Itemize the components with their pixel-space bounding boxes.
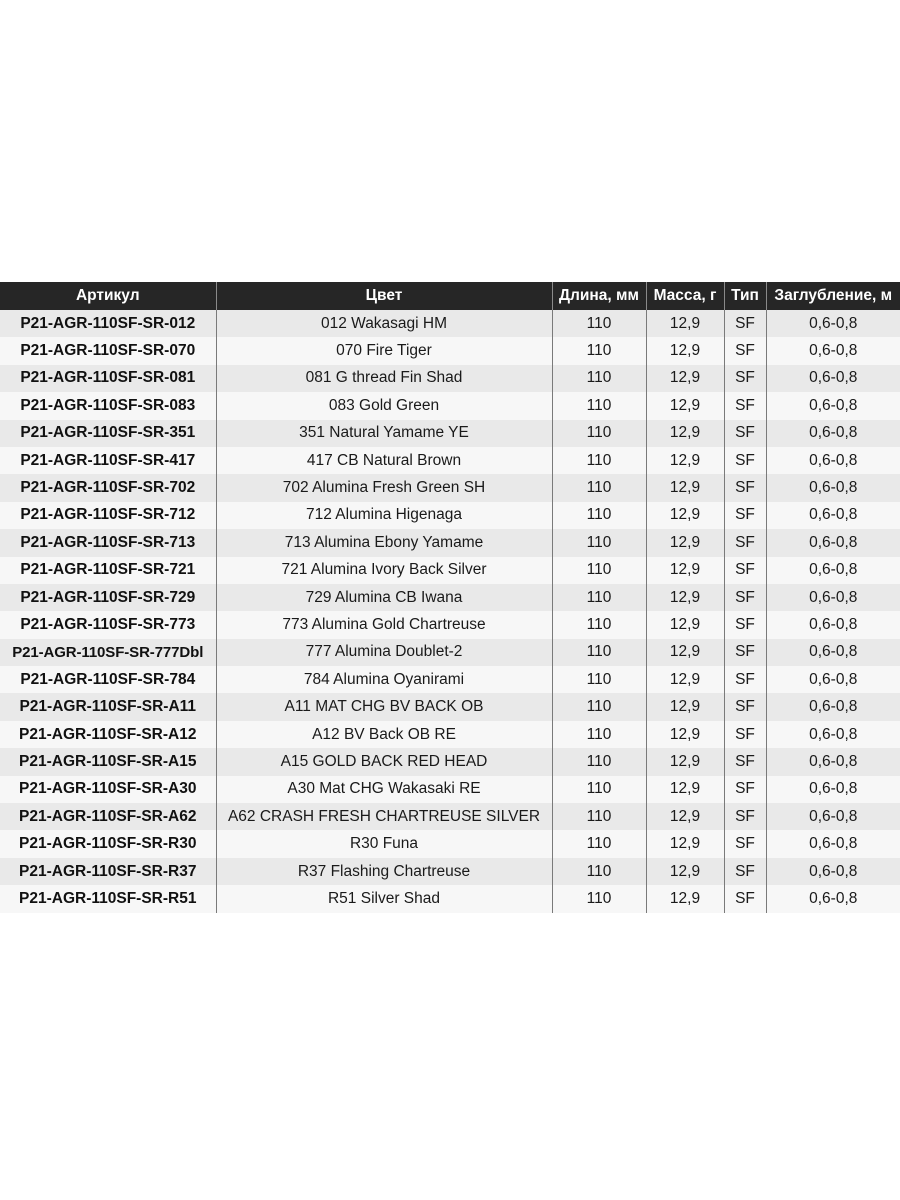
mass-cell: 12,9 [646, 392, 724, 419]
table-row [0, 721, 900, 748]
type-cell: SF [724, 420, 766, 447]
depth-cell: 0,6-0,8 [766, 830, 900, 857]
table-row [0, 885, 900, 912]
depth-cell: 0,6-0,8 [766, 310, 900, 337]
length-cell: 110 [552, 776, 646, 803]
length-cell: 110 [552, 529, 646, 556]
sku-cell: P21-AGR-110SF-SR-729 [0, 584, 216, 611]
table-row [0, 776, 900, 803]
type-cell: SF [724, 529, 766, 556]
depth-cell: 0,6-0,8 [766, 858, 900, 885]
color-cell: 712 Alumina Higenaga [216, 502, 552, 529]
column-header-length: Длина, мм [552, 282, 646, 310]
color-cell: R51 Silver Shad [216, 885, 552, 912]
depth-cell: 0,6-0,8 [766, 803, 900, 830]
mass-cell: 12,9 [646, 557, 724, 584]
color-cell: A62 CRASH FRESH CHARTREUSE SILVER [216, 803, 552, 830]
mass-cell: 12,9 [646, 721, 724, 748]
length-cell: 110 [552, 639, 646, 666]
depth-cell: 0,6-0,8 [766, 392, 900, 419]
color-cell: 713 Alumina Ebony Yamame [216, 529, 552, 556]
depth-cell: 0,6-0,8 [766, 639, 900, 666]
color-cell: 721 Alumina Ivory Back Silver [216, 557, 552, 584]
mass-cell: 12,9 [646, 830, 724, 857]
sku-cell: P21-AGR-110SF-SR-012 [0, 310, 216, 337]
type-cell: SF [724, 693, 766, 720]
table-header [0, 282, 900, 310]
type-cell: SF [724, 310, 766, 337]
color-cell: R37 Flashing Chartreuse [216, 858, 552, 885]
type-cell: SF [724, 392, 766, 419]
length-cell: 110 [552, 666, 646, 693]
column-header-mass: Масса, г [646, 282, 724, 310]
color-cell: 773 Alumina Gold Chartreuse [216, 611, 552, 638]
length-cell: 110 [552, 830, 646, 857]
mass-cell: 12,9 [646, 693, 724, 720]
color-cell: 083 Gold Green [216, 392, 552, 419]
mass-cell: 12,9 [646, 611, 724, 638]
mass-cell: 12,9 [646, 310, 724, 337]
mass-cell: 12,9 [646, 803, 724, 830]
mass-cell: 12,9 [646, 474, 724, 501]
mass-cell: 12,9 [646, 365, 724, 392]
table-row [0, 392, 900, 419]
sku-cell: P21-AGR-110SF-SR-784 [0, 666, 216, 693]
length-cell: 110 [552, 310, 646, 337]
color-cell: 081 G thread Fin Shad [216, 365, 552, 392]
length-cell: 110 [552, 693, 646, 720]
table-row [0, 420, 900, 447]
column-header-color: Цвет [216, 282, 552, 310]
table-row [0, 474, 900, 501]
sku-cell: P21-AGR-110SF-SR-R30 [0, 830, 216, 857]
mass-cell: 12,9 [646, 529, 724, 556]
length-cell: 110 [552, 365, 646, 392]
depth-cell: 0,6-0,8 [766, 666, 900, 693]
color-cell: 070 Fire Tiger [216, 337, 552, 364]
length-cell: 110 [552, 611, 646, 638]
color-cell: 417 CB Natural Brown [216, 447, 552, 474]
table-row [0, 666, 900, 693]
type-cell: SF [724, 639, 766, 666]
mass-cell: 12,9 [646, 337, 724, 364]
color-cell: A12 BV Back OB RE [216, 721, 552, 748]
mass-cell: 12,9 [646, 748, 724, 775]
sku-cell: P21-AGR-110SF-SR-A30 [0, 776, 216, 803]
table-body [0, 310, 900, 913]
table-row [0, 447, 900, 474]
table-row [0, 557, 900, 584]
color-cell: A11 MAT CHG BV BACK OB [216, 693, 552, 720]
length-cell: 110 [552, 858, 646, 885]
length-cell: 110 [552, 885, 646, 912]
depth-cell: 0,6-0,8 [766, 748, 900, 775]
color-cell: 351 Natural Yamame YE [216, 420, 552, 447]
type-cell: SF [724, 885, 766, 912]
sku-cell: P21-AGR-110SF-SR-R37 [0, 858, 216, 885]
sku-cell: P21-AGR-110SF-SR-083 [0, 392, 216, 419]
length-cell: 110 [552, 447, 646, 474]
length-cell: 110 [552, 474, 646, 501]
sku-cell: P21-AGR-110SF-SR-R51 [0, 885, 216, 912]
table-row [0, 502, 900, 529]
depth-cell: 0,6-0,8 [766, 420, 900, 447]
type-cell: SF [724, 447, 766, 474]
type-cell: SF [724, 776, 766, 803]
depth-cell: 0,6-0,8 [766, 529, 900, 556]
sku-cell: P21-AGR-110SF-SR-712 [0, 502, 216, 529]
color-cell: R30 Funa [216, 830, 552, 857]
type-cell: SF [724, 721, 766, 748]
mass-cell: 12,9 [646, 447, 724, 474]
mass-cell: 12,9 [646, 502, 724, 529]
type-cell: SF [724, 365, 766, 392]
column-header-depth: Заглубление, м [766, 282, 900, 310]
sku-cell: P21-AGR-110SF-SR-777Dbl [0, 639, 216, 666]
table-row [0, 365, 900, 392]
sku-cell: P21-AGR-110SF-SR-A62 [0, 803, 216, 830]
table-row [0, 611, 900, 638]
table-row [0, 529, 900, 556]
length-cell: 110 [552, 420, 646, 447]
sku-cell: P21-AGR-110SF-SR-417 [0, 447, 216, 474]
column-header-sku: Артикул [0, 282, 216, 310]
type-cell: SF [724, 557, 766, 584]
length-cell: 110 [552, 557, 646, 584]
table-row [0, 337, 900, 364]
depth-cell: 0,6-0,8 [766, 776, 900, 803]
mass-cell: 12,9 [646, 885, 724, 912]
mass-cell: 12,9 [646, 666, 724, 693]
sku-cell: P21-AGR-110SF-SR-351 [0, 420, 216, 447]
depth-cell: 0,6-0,8 [766, 885, 900, 912]
table-row [0, 803, 900, 830]
depth-cell: 0,6-0,8 [766, 474, 900, 501]
length-cell: 110 [552, 721, 646, 748]
type-cell: SF [724, 803, 766, 830]
color-cell: 777 Alumina Doublet-2 [216, 639, 552, 666]
depth-cell: 0,6-0,8 [766, 721, 900, 748]
depth-cell: 0,6-0,8 [766, 557, 900, 584]
length-cell: 110 [552, 337, 646, 364]
type-cell: SF [724, 474, 766, 501]
column-header-type: Тип [724, 282, 766, 310]
mass-cell: 12,9 [646, 776, 724, 803]
mass-cell: 12,9 [646, 858, 724, 885]
table-row [0, 310, 900, 337]
color-cell: 784 Alumina Oyanirami [216, 666, 552, 693]
table-row [0, 748, 900, 775]
sku-cell: P21-AGR-110SF-SR-713 [0, 529, 216, 556]
type-cell: SF [724, 584, 766, 611]
color-cell: 012 Wakasagi HM [216, 310, 552, 337]
sku-cell: P21-AGR-110SF-SR-721 [0, 557, 216, 584]
type-cell: SF [724, 748, 766, 775]
type-cell: SF [724, 611, 766, 638]
color-cell: A15 GOLD BACK RED HEAD [216, 748, 552, 775]
sku-cell: P21-AGR-110SF-SR-070 [0, 337, 216, 364]
type-cell: SF [724, 830, 766, 857]
depth-cell: 0,6-0,8 [766, 693, 900, 720]
product-spec-table [0, 282, 900, 913]
depth-cell: 0,6-0,8 [766, 337, 900, 364]
table-row [0, 584, 900, 611]
color-cell: 729 Alumina CB Iwana [216, 584, 552, 611]
depth-cell: 0,6-0,8 [766, 447, 900, 474]
type-cell: SF [724, 337, 766, 364]
sku-cell: P21-AGR-110SF-SR-A11 [0, 693, 216, 720]
length-cell: 110 [552, 584, 646, 611]
color-cell: 702 Alumina Fresh Green SH [216, 474, 552, 501]
length-cell: 110 [552, 392, 646, 419]
depth-cell: 0,6-0,8 [766, 611, 900, 638]
depth-cell: 0,6-0,8 [766, 502, 900, 529]
depth-cell: 0,6-0,8 [766, 365, 900, 392]
table-header-row [0, 282, 900, 310]
table-row [0, 693, 900, 720]
table-row [0, 639, 900, 666]
type-cell: SF [724, 666, 766, 693]
length-cell: 110 [552, 748, 646, 775]
sku-cell: P21-AGR-110SF-SR-A15 [0, 748, 216, 775]
mass-cell: 12,9 [646, 420, 724, 447]
sku-cell: P21-AGR-110SF-SR-773 [0, 611, 216, 638]
color-cell: A30 Mat CHG Wakasaki RE [216, 776, 552, 803]
sku-cell: P21-AGR-110SF-SR-081 [0, 365, 216, 392]
table-row [0, 858, 900, 885]
type-cell: SF [724, 858, 766, 885]
length-cell: 110 [552, 803, 646, 830]
mass-cell: 12,9 [646, 639, 724, 666]
mass-cell: 12,9 [646, 584, 724, 611]
depth-cell: 0,6-0,8 [766, 584, 900, 611]
sku-cell: P21-AGR-110SF-SR-A12 [0, 721, 216, 748]
length-cell: 110 [552, 502, 646, 529]
table-row [0, 830, 900, 857]
sku-cell: P21-AGR-110SF-SR-702 [0, 474, 216, 501]
type-cell: SF [724, 502, 766, 529]
